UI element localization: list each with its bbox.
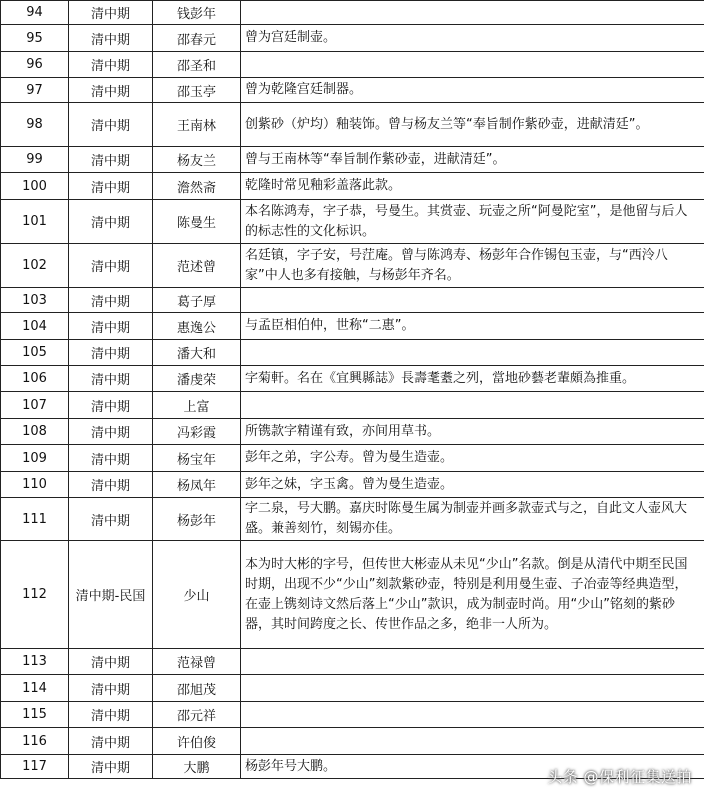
row-description: 乾隆时常见釉彩盖落此款。 [241, 173, 704, 200]
row-period: 清中期 [69, 445, 153, 472]
row-name: 杨凤年 [153, 472, 241, 498]
row-description [241, 675, 704, 702]
row-name: 大鹏 [153, 755, 241, 779]
row-number: 106 [1, 366, 69, 392]
table-row [1, 498, 704, 541]
row-period: 清中期 [69, 103, 153, 147]
table-row [1, 103, 704, 147]
row-number: 104 [1, 313, 69, 340]
row-name: 钱彭年 [153, 1, 241, 25]
table-row [1, 472, 704, 498]
table-row [1, 288, 704, 313]
row-number: 111 [1, 498, 69, 541]
row-name: 许伯俊 [153, 728, 241, 755]
row-number: 98 [1, 103, 69, 147]
row-name: 澹然斋 [153, 173, 241, 200]
row-period: 清中期 [69, 675, 153, 702]
row-number: 110 [1, 472, 69, 498]
table-row [1, 445, 704, 472]
row-description: 曾为乾隆宫廷制器。 [241, 78, 704, 103]
row-period: 清中期 [69, 419, 153, 445]
row-period: 清中期 [69, 173, 153, 200]
table-row [1, 675, 704, 702]
row-name: 杨宝年 [153, 445, 241, 472]
row-period: 清中期 [69, 25, 153, 52]
row-period: 清中期 [69, 200, 153, 244]
row-number: 116 [1, 728, 69, 755]
row-name: 杨彭年 [153, 498, 241, 541]
row-description: 创紫砂（炉均）釉装饰。曾与杨友兰等“奉旨制作紫砂壶，进献清廷”。 [241, 103, 704, 147]
row-description: 所镌款字精谨有致，亦间用草书。 [241, 419, 704, 445]
row-period: 清中期 [69, 52, 153, 78]
row-period: 清中期-民国 [69, 541, 153, 649]
table-row [1, 25, 704, 52]
table-row [1, 200, 704, 244]
row-number: 97 [1, 78, 69, 103]
row-description [241, 702, 704, 728]
row-number: 112 [1, 541, 69, 649]
row-name: 杨友兰 [153, 147, 241, 173]
row-period: 清中期 [69, 78, 153, 103]
row-name: 邵旭茂 [153, 675, 241, 702]
watermark-text: 头条 @保利征集送拍 [547, 768, 692, 786]
row-number: 96 [1, 52, 69, 78]
row-name: 潘虔荣 [153, 366, 241, 392]
row-description: 杨彭年号大鹏。 [241, 755, 704, 779]
row-name: 范禄曾 [153, 649, 241, 675]
row-name: 冯彩霞 [153, 419, 241, 445]
row-number: 99 [1, 147, 69, 173]
row-name: 少山 [153, 541, 241, 649]
row-period: 清中期 [69, 728, 153, 755]
table-row [1, 392, 704, 419]
row-number: 107 [1, 392, 69, 419]
row-period: 清中期 [69, 288, 153, 313]
table-row [1, 702, 704, 728]
table-row [1, 52, 704, 78]
row-period: 清中期 [69, 366, 153, 392]
row-description [241, 1, 704, 25]
row-name: 邵春元 [153, 25, 241, 52]
row-description: 曾与王南林等“奉旨制作紫砂壶，进献清廷”。 [241, 147, 704, 173]
row-period: 清中期 [69, 313, 153, 340]
row-name: 王南林 [153, 103, 241, 147]
row-description: 本名陈鸿寿，字子恭，号曼生。其赏壶、玩壶之所“阿曼陀室”，是他留与后人的标志性的文化标识。 [241, 200, 704, 244]
row-name: 葛子厚 [153, 288, 241, 313]
row-number: 95 [1, 25, 69, 52]
table-row [1, 313, 704, 340]
row-name: 潘大和 [153, 340, 241, 366]
row-description [241, 288, 704, 313]
row-description: 彭年之弟，字公寿。曾为曼生造壶。 [241, 445, 704, 472]
row-period: 清中期 [69, 498, 153, 541]
table-row [1, 340, 704, 366]
row-number: 105 [1, 340, 69, 366]
row-description: 字二泉，号大鹏。嘉庆时陈曼生属为制壶并画多款壶式与之，自此文人壶风大盛。兼善刻竹，刻锡亦佳。 [241, 498, 704, 541]
row-description: 字菊軒。名在《宜興縣誌》長壽耄耋之列，當地砂藝老輩頗為推重。 [241, 366, 704, 392]
table-row [1, 1, 704, 25]
table-row [1, 78, 704, 103]
row-period: 清中期 [69, 392, 153, 419]
table-row [1, 728, 704, 755]
row-number: 114 [1, 675, 69, 702]
row-name: 邵圣和 [153, 52, 241, 78]
row-number: 94 [1, 1, 69, 25]
table-row [1, 541, 704, 649]
row-description: 与孟臣相伯仲，世称“二惠”。 [241, 313, 704, 340]
row-description: 彭年之妹，字玉禽。曾为曼生造壶。 [241, 472, 704, 498]
row-number: 117 [1, 755, 69, 779]
row-period: 清中期 [69, 1, 153, 25]
table-row [1, 419, 704, 445]
row-number: 113 [1, 649, 69, 675]
row-name: 惠逸公 [153, 313, 241, 340]
row-description [241, 340, 704, 366]
row-description: 本为时大彬的字号，但传世大彬壶从未见“少山”名款。倒是从清代中期至民国时期，出现不少“少山”刻款紫砂壶，特别是利用曼生壶、子冶壶等经典造型，在壶上镌刻诗文然后落上“少山”款识，成为制壶时尚。用“少山”铭刻的紫砂器，其时间跨度之长、传世作品之多，绝非一人所为。 [241, 541, 704, 649]
row-period: 清中期 [69, 702, 153, 728]
row-number: 103 [1, 288, 69, 313]
row-period: 清中期 [69, 649, 153, 675]
row-description: 名廷镇，字子安，号茳庵。曾与陈鸿寿、杨彭年合作锡包玉壶，与“西泠八家”中人也多有接触，与杨彭年齐名。 [241, 244, 704, 288]
row-number: 101 [1, 200, 69, 244]
row-period: 清中期 [69, 147, 153, 173]
row-name: 邵玉亭 [153, 78, 241, 103]
table-row [1, 147, 704, 173]
row-period: 清中期 [69, 340, 153, 366]
row-number: 108 [1, 419, 69, 445]
table-row [1, 366, 704, 392]
table-row [1, 649, 704, 675]
row-description [241, 392, 704, 419]
table-row [1, 173, 704, 200]
row-name: 陈曼生 [153, 200, 241, 244]
row-name: 邵元祥 [153, 702, 241, 728]
row-number: 115 [1, 702, 69, 728]
table-body [1, 1, 704, 779]
row-description: 曾为宫廷制壶。 [241, 25, 704, 52]
row-description [241, 649, 704, 675]
row-description [241, 52, 704, 78]
row-number: 109 [1, 445, 69, 472]
row-number: 100 [1, 173, 69, 200]
table-row [1, 244, 704, 288]
row-number: 102 [1, 244, 69, 288]
row-name: 上富 [153, 392, 241, 419]
row-period: 清中期 [69, 472, 153, 498]
row-period: 清中期 [69, 755, 153, 779]
row-name: 范述曾 [153, 244, 241, 288]
row-period: 清中期 [69, 244, 153, 288]
row-description [241, 728, 704, 755]
